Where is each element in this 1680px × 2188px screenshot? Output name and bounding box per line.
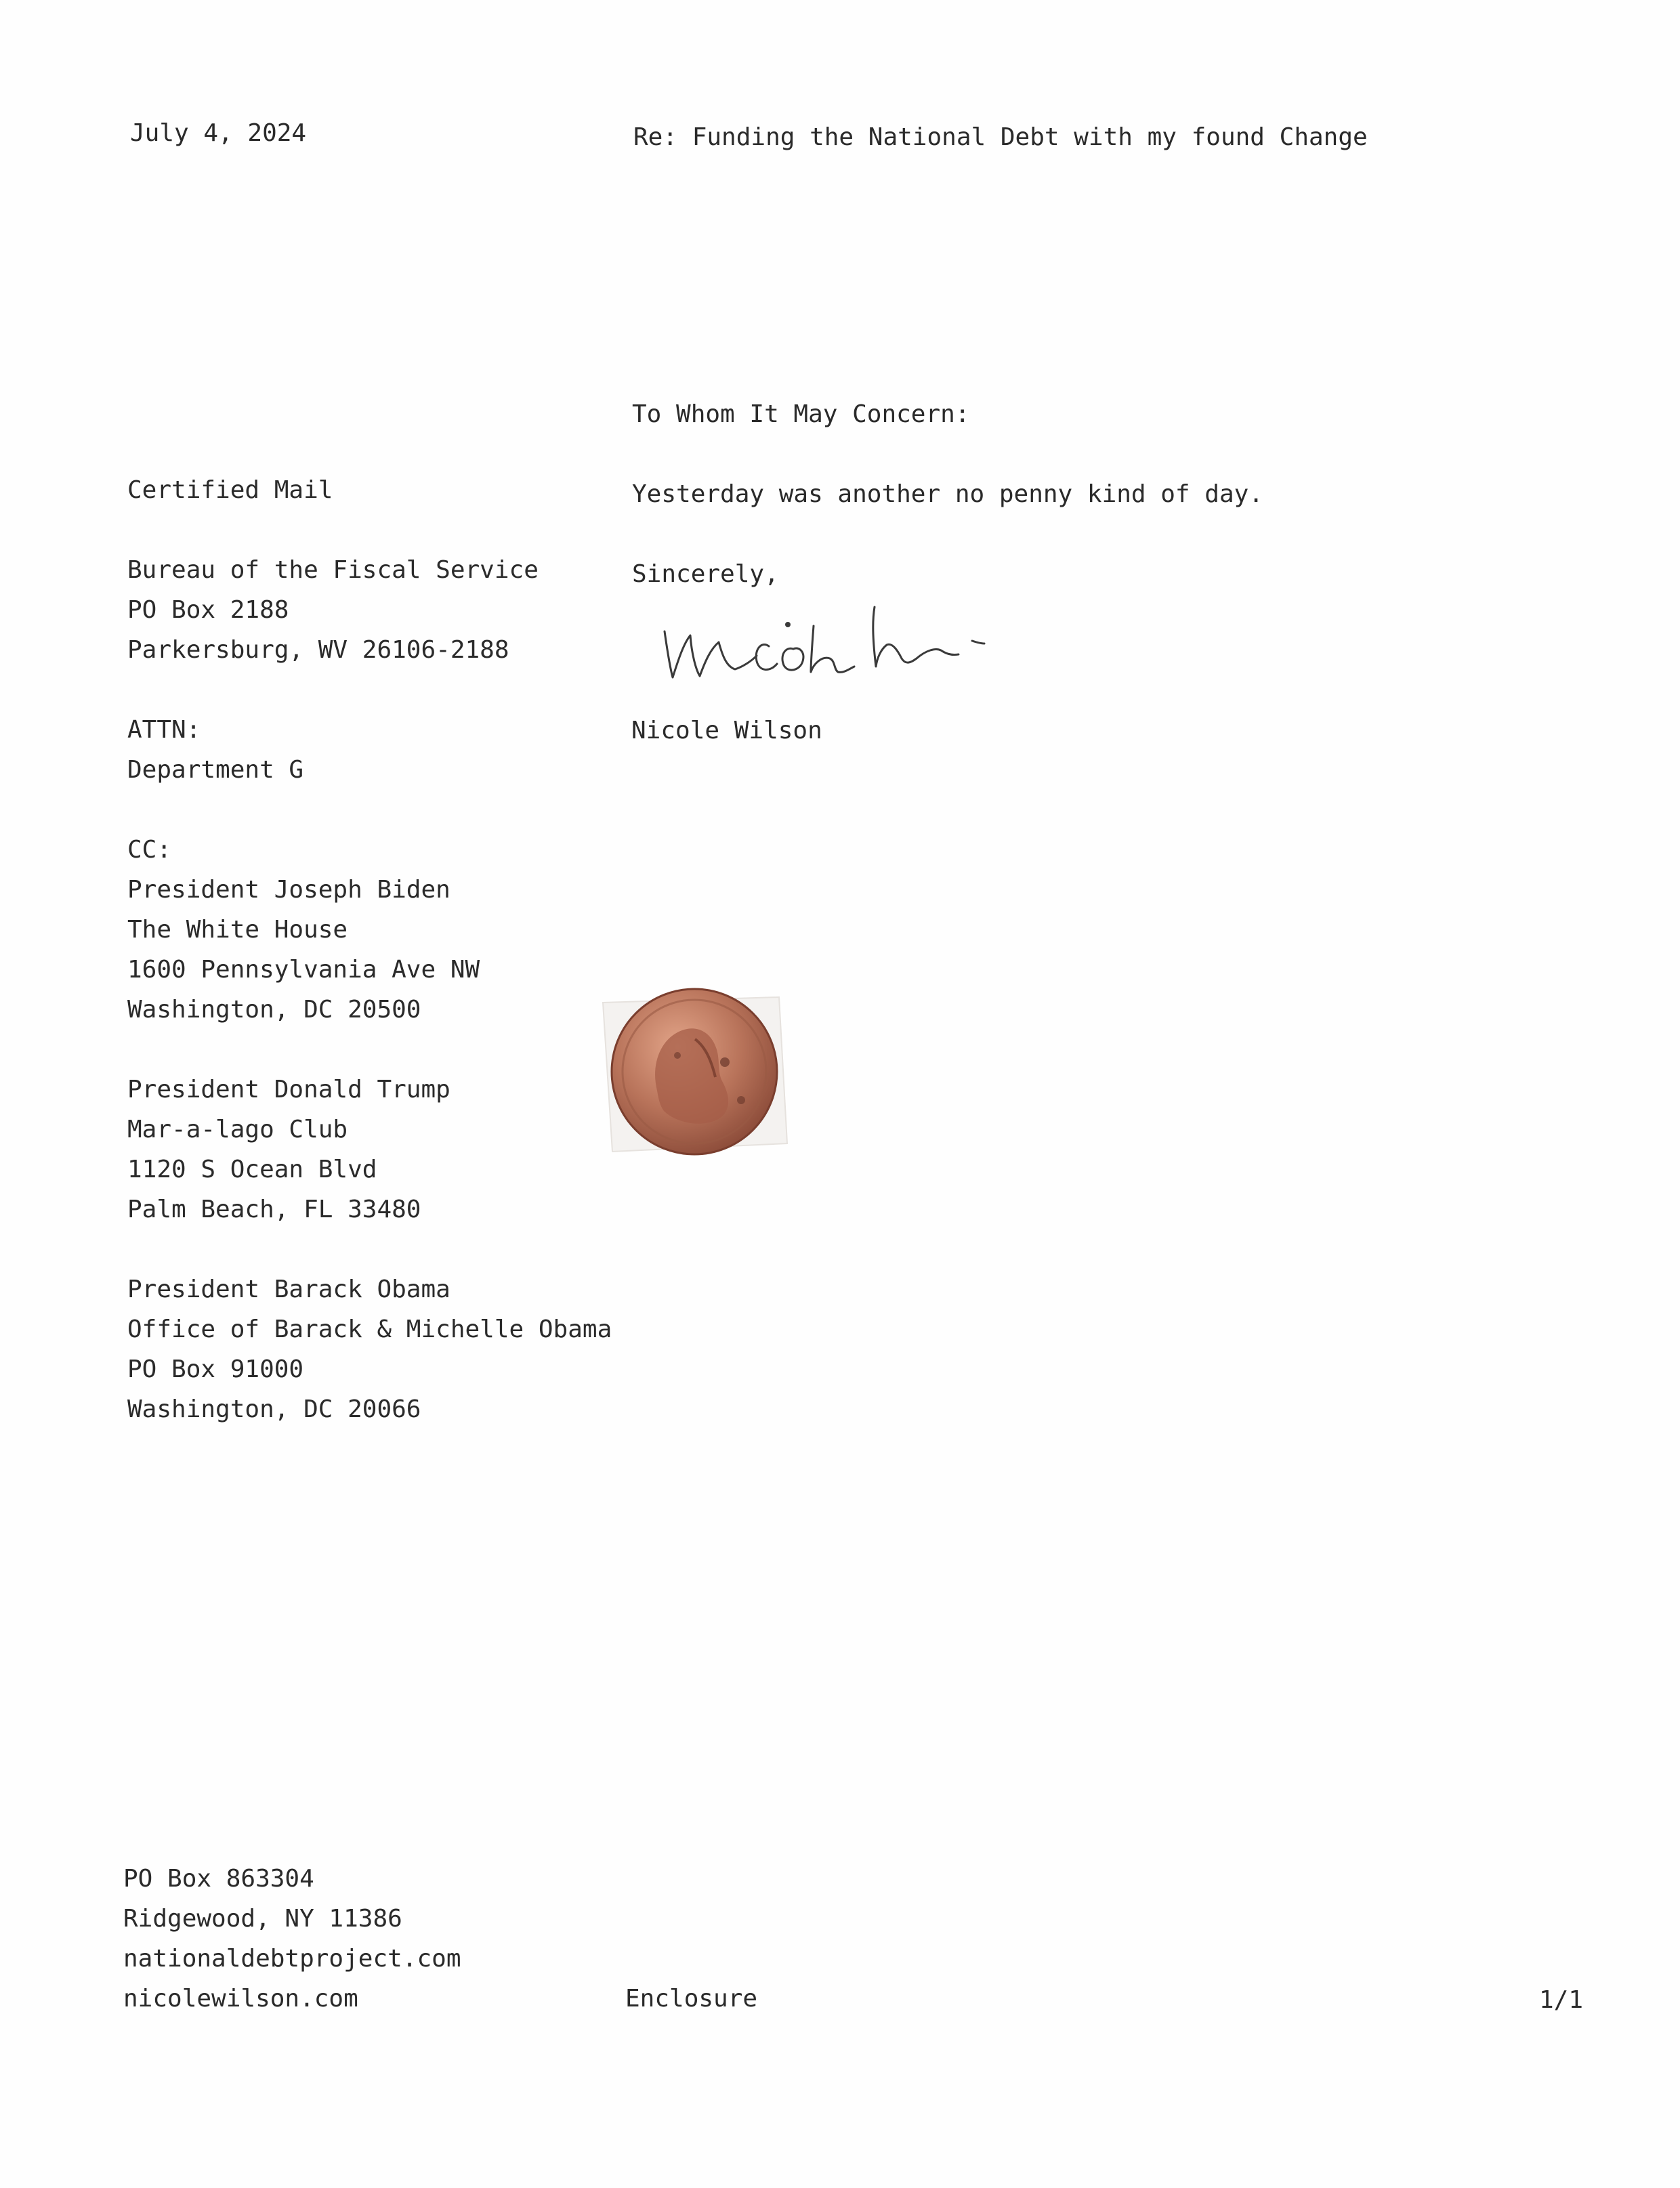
letter-body xyxy=(632,394,1263,594)
subject-text: Re: Funding the National Debt with my found Change xyxy=(633,123,1368,151)
cc-biden-name: President Joseph Biden xyxy=(127,876,450,904)
cc-biden-city: Washington, DC 20500 xyxy=(127,996,421,1024)
sender-block xyxy=(123,1859,461,2019)
penny-coin-icon xyxy=(596,982,793,1158)
letter-subject xyxy=(633,117,1368,157)
letter-date xyxy=(130,113,306,153)
page-number-block xyxy=(1539,1980,1583,2020)
enclosure-label: Enclosure xyxy=(625,1985,758,2013)
cc-trump-city: Palm Beach, FL 33480 xyxy=(127,1196,421,1223)
body-text: Yesterday was another no penny kind of day. xyxy=(632,480,1263,508)
attn-label: ATTN: xyxy=(127,716,201,744)
handwritten-signature xyxy=(660,596,999,691)
cc-obama-org: Office of Barack & Michelle Obama xyxy=(127,1316,612,1343)
signer-block xyxy=(631,711,822,751)
salutation: To Whom It May Concern: xyxy=(632,400,970,428)
enclosure-block xyxy=(625,1979,757,2019)
date-text: July 4, 2024 xyxy=(130,119,307,147)
cc-label: CC: xyxy=(127,836,172,864)
cc-trump-name: President Donald Trump xyxy=(127,1076,450,1103)
attn-value: Department G xyxy=(127,756,304,784)
cc-trump-street: 1120 S Ocean Blvd xyxy=(127,1156,377,1183)
page-number: 1/1 xyxy=(1539,1986,1584,2014)
sender-website-1: nationaldebtproject.com xyxy=(123,1945,461,1973)
cc-obama-city: Washington, DC 20066 xyxy=(127,1395,421,1423)
cc-biden-street: 1600 Pennsylvania Ave NW xyxy=(127,956,480,984)
closing: Sincerely, xyxy=(632,560,779,588)
cc-trump-org: Mar-a-lago Club xyxy=(127,1116,348,1143)
recipient-name: Bureau of the Fiscal Service xyxy=(127,556,539,584)
cc-biden-org: The White House xyxy=(127,916,348,944)
sender-po-box: PO Box 863304 xyxy=(123,1865,314,1893)
cc-obama-street: PO Box 91000 xyxy=(127,1355,304,1383)
cc-obama-name: President Barack Obama xyxy=(127,1276,450,1303)
recipient-city: Parkersburg, WV 26106-2188 xyxy=(127,636,509,664)
mail-type: Certified Mail xyxy=(127,476,333,504)
recipient-block xyxy=(127,470,612,1429)
sender-website-2: nicolewilson.com xyxy=(123,1985,358,2013)
sender-city: Ridgewood, NY 11386 xyxy=(123,1905,402,1933)
recipient-po-box: PO Box 2188 xyxy=(127,596,289,624)
signer-name: Nicole Wilson xyxy=(631,717,822,744)
